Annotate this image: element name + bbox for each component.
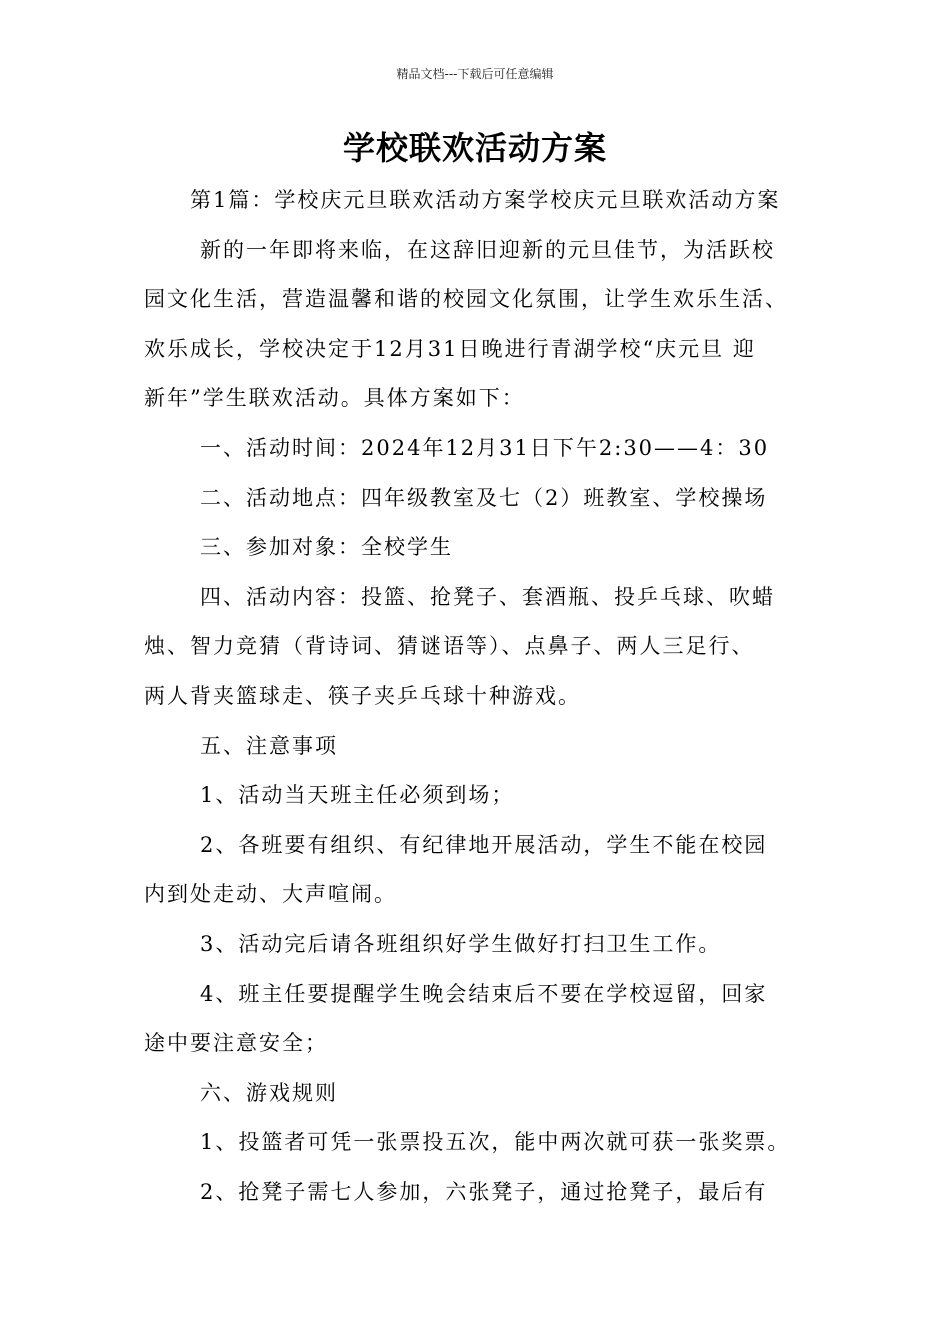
paragraph-line: 两人背夹篮球走、筷子夹乒乓球十种游戏。 (144, 683, 581, 708)
paragraph-line: 三、参加对象：全校学生 (200, 535, 453, 560)
document-title: 学校联欢活动方案 (342, 129, 607, 167)
paragraph-line: 内到处走动、大声喧闹。 (144, 882, 397, 907)
paragraph-line: 六、游戏规则 (200, 1080, 338, 1105)
paragraph-line: 4、班主任要提醒学生晚会结束后不要在学校逗留，回家 (200, 981, 768, 1006)
paragraph-line: 1、活动当天班主任必须到场； (200, 783, 515, 808)
document-body (144, 176, 814, 1217)
paragraph-line: 2、各班要有组织、有纪律地开展活动，学生不能在校园 (200, 832, 768, 857)
paragraph-line: 四、活动内容：投篮、抢凳子、套酒瓶、投乒乓球、吹蜡 (200, 584, 775, 609)
paragraph-line: 3、活动完后请各班组织好学生做好打扫卫生工作。 (200, 931, 722, 956)
paragraph-line: 园文化生活，营造温馨和谐的校园文化氛围，让学生欢乐生活、 (144, 287, 788, 312)
paragraph-line: 五、注意事项 (200, 733, 338, 758)
paragraph-line: 二、活动地点：四年级教室及七（2）班教室、学校操场 (200, 485, 768, 510)
section-heading-line: 第1篇：学校庆元旦联欢活动方案学校庆元旦联欢活动方案 (190, 188, 781, 212)
paragraph-line: 新的一年即将来临，在这辞旧迎新的元旦佳节，为活跃校 (200, 237, 775, 262)
paragraph-line: 新年”学生联欢活动。具体方案如下： (144, 386, 525, 411)
paragraph-line: 烛、智力竞猜（背诗词、猜谜语等）、点鼻子、两人三足行、 (144, 634, 755, 659)
paragraph-line: 欢乐成长，学校决定于12月31日晚进行青湖学校“庆元旦 迎 (144, 336, 756, 361)
header-note: 精品文档---下载后可任意编辑 (396, 67, 554, 81)
paragraph-line: 1、投篮者可凭一张票投五次，能中两次就可获一张奖票。 (200, 1130, 791, 1155)
paragraph-line: 一、活动时间：2024年12月31日下午2:30——4：30 (200, 435, 770, 460)
paragraph-line: 2、抢凳子需七人参加，六张凳子，通过抢凳子，最后有 (200, 1179, 768, 1204)
paragraph-line: 途中要注意安全； (144, 1031, 328, 1056)
